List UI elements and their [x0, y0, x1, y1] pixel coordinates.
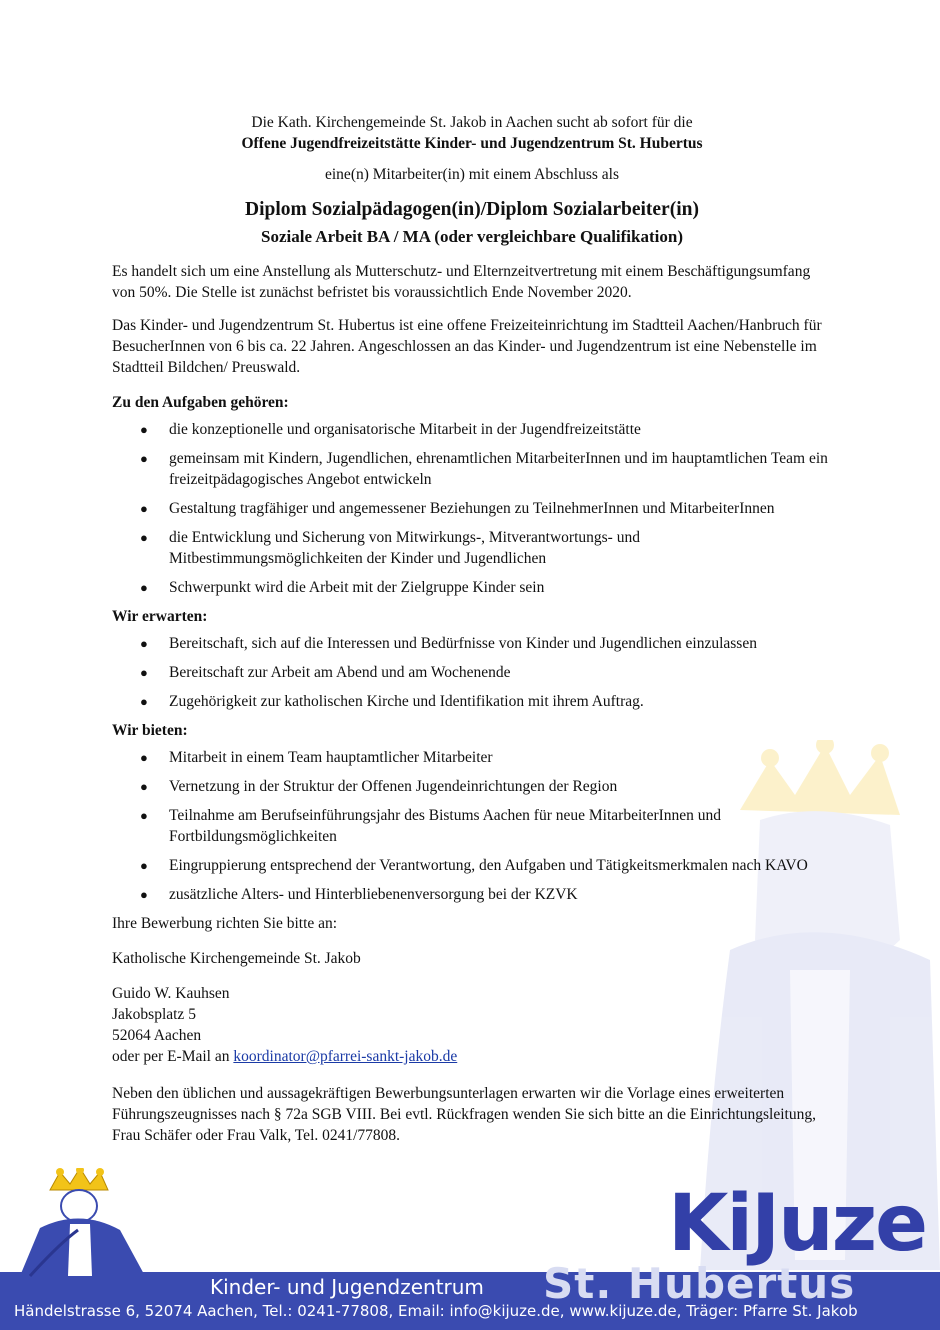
list-item-text: gemeinsam mit Kindern, Jugendlichen, ehrenamtlichen MitarbeiterInnen und im hauptamtlichen Team ein freizeitpädagogisches Angebot entwickeln [169, 450, 828, 488]
tasks-list [112, 419, 832, 598]
position-intro: eine(n) Mitarbeiter(in) mit einem Abschluss als [325, 166, 619, 183]
intro-block [112, 112, 832, 249]
bullet-icon: ● [140, 665, 148, 680]
bullet-icon: ● [140, 580, 148, 595]
list-item-text: Eingruppierung entsprechend der Verantwortung, den Aufgaben und Tätigkeitsmerkmalen nach KAVO [169, 857, 808, 874]
intro-line: Die Kath. Kirchengemeinde St. Jakob in Aachen sucht ab sofort für die [251, 114, 693, 131]
list-item [112, 747, 832, 768]
list-item-text: Bereitschaft zur Arbeit am Abend und am Wochenende [169, 664, 511, 681]
list-item-text: Gestaltung tragfähiger und angemessener Beziehungen zu TeilnehmerInnen und MitarbeiterInnen [169, 500, 775, 517]
list-item-text: Teilnahme am Berufseinführungsjahr des Bistums Aachen für neue MitarbeiterInnen und Fortbildungsmöglichkeiten [169, 807, 722, 845]
list-item [112, 884, 832, 905]
footer-facility-name: St. Hubertus [543, 1259, 856, 1308]
list-item [112, 633, 832, 654]
bullet-icon: ● [140, 422, 148, 437]
street: Jakobsplatz 5 [112, 1006, 196, 1023]
list-item-text: Zugehörigkeit zur katholischen Kirche und Identifikation mit ihrem Auftrag. [169, 693, 644, 710]
job-subtitle: Soziale Arbeit BA / MA (oder vergleichbare Qualifikation) [261, 227, 683, 246]
bullet-icon: ● [140, 694, 148, 709]
list-item [112, 419, 832, 440]
city: 52064 Aachen [112, 1027, 202, 1044]
bullet-icon: ● [140, 451, 148, 466]
list-item-text: die konzeptionelle und organisatorische Mitarbeit in der Jugendfreizeitstätte [169, 421, 641, 438]
bullet-icon: ● [140, 779, 148, 794]
list-item [112, 855, 832, 876]
address-block [112, 983, 832, 1067]
facility-name: Offene Jugendfreizeitstätte Kinder- und Jugendzentrum St. Hubertus [241, 135, 703, 152]
bullet-icon: ● [140, 530, 148, 545]
list-item [112, 776, 832, 797]
footer-contact: Händelstrasse 6, 52074 Aachen, Tel.: 0241-77808, Email: info@kijuze.de, www.kijuze.de, Träger: Pfarre St. Jakob [14, 1302, 858, 1320]
email-link[interactable]: koordinator@pfarrei-sankt-jakob.de [233, 1048, 458, 1065]
list-item-text: Mitarbeit in einem Team hauptamtlicher Mitarbeiter [169, 749, 493, 766]
offer-list [112, 747, 832, 905]
list-item-text: zusätzliche Alters- und Hinterbliebenenversorgung bei der KZVK [169, 886, 578, 903]
list-item [112, 498, 832, 519]
list-item [112, 448, 832, 490]
job-title: Diplom Sozialpädagogen(in)/Diplom Sozialarbeiter(in) [245, 199, 699, 220]
list-item-text: die Entwicklung und Sicherung von Mitwirkungs-, Mitverantwortungs- und Mitbestimmungsmöglichkeiten der Kinder und Jugendlichen [169, 529, 640, 567]
expect-heading: Wir erwarten: [112, 608, 208, 625]
list-item-text: Bereitschaft, sich auf die Interessen und Bedürfnisse von Kinder und Jugendlichen einzulassen [169, 635, 757, 652]
list-item [112, 577, 832, 598]
bullet-icon: ● [140, 808, 148, 823]
tasks-heading: Zu den Aufgaben gehören: [112, 394, 289, 411]
expect-list [112, 633, 832, 712]
bullet-icon: ● [140, 501, 148, 516]
contact-name: Guido W. Kauhsen [112, 985, 230, 1002]
closing-paragraph: Neben den üblichen und aussagekräftigen Bewerbungsunterlagen erwarten wir die Vorlage eines erweiterten Führungszeugnisses nach § 72a SGB VIII. Bei evtl. Rückfragen wenden Sie sich bitte an die Einrichtungsleitung, Frau Schäfer oder Frau Valk, Tel. 0241/77808. [112, 1085, 816, 1144]
kijuze-logo-word: KiJuze [667, 1179, 926, 1269]
bullet-icon: ● [140, 858, 148, 873]
apply-line: Ihre Bewerbung richten Sie bitte an: [112, 915, 338, 932]
list-item [112, 662, 832, 683]
facility-paragraph: Das Kinder- und Jugendzentrum St. Hubertus ist eine offene Freizeiteinrichtung im Stadtteil Aachen/Hanbruch für BesucherInnen von 6 bis ca. 22 Jahren. Angeschlossen an das Kinder- und Jugendzentrum ist eine Nebenstelle im Stadtteil Bildchen/ Preuswald. [112, 317, 822, 376]
list-item [112, 527, 832, 569]
list-item [112, 805, 832, 847]
list-item-text: Schwerpunkt wird die Arbeit mit der Zielgruppe Kinder sein [169, 579, 545, 596]
employment-paragraph: Es handelt sich um eine Anstellung als Mutterschutz- und Elternzeitvertretung mit einem Beschäftigungsumfang von 50%. Die Stelle ist zunächst befristet bis voraussichtlich Ende November 2020. [112, 263, 811, 301]
letter-content [112, 112, 832, 1146]
footer-title: Kinder- und Jugendzentrum [210, 1275, 484, 1299]
king-logo-icon [20, 1168, 150, 1278]
bullet-icon: ● [140, 887, 148, 902]
list-item [112, 691, 832, 712]
offer-heading: Wir bieten: [112, 722, 188, 739]
bullet-icon: ● [140, 636, 148, 651]
list-item-text: Vernetzung in der Struktur der Offenen Jugendeinrichtungen der Region [169, 778, 618, 795]
email-prefix: oder per E-Mail an [112, 1048, 234, 1065]
email-line [112, 1046, 832, 1067]
bullet-icon: ● [140, 750, 148, 765]
org-name: Katholische Kirchengemeinde St. Jakob [112, 950, 361, 967]
